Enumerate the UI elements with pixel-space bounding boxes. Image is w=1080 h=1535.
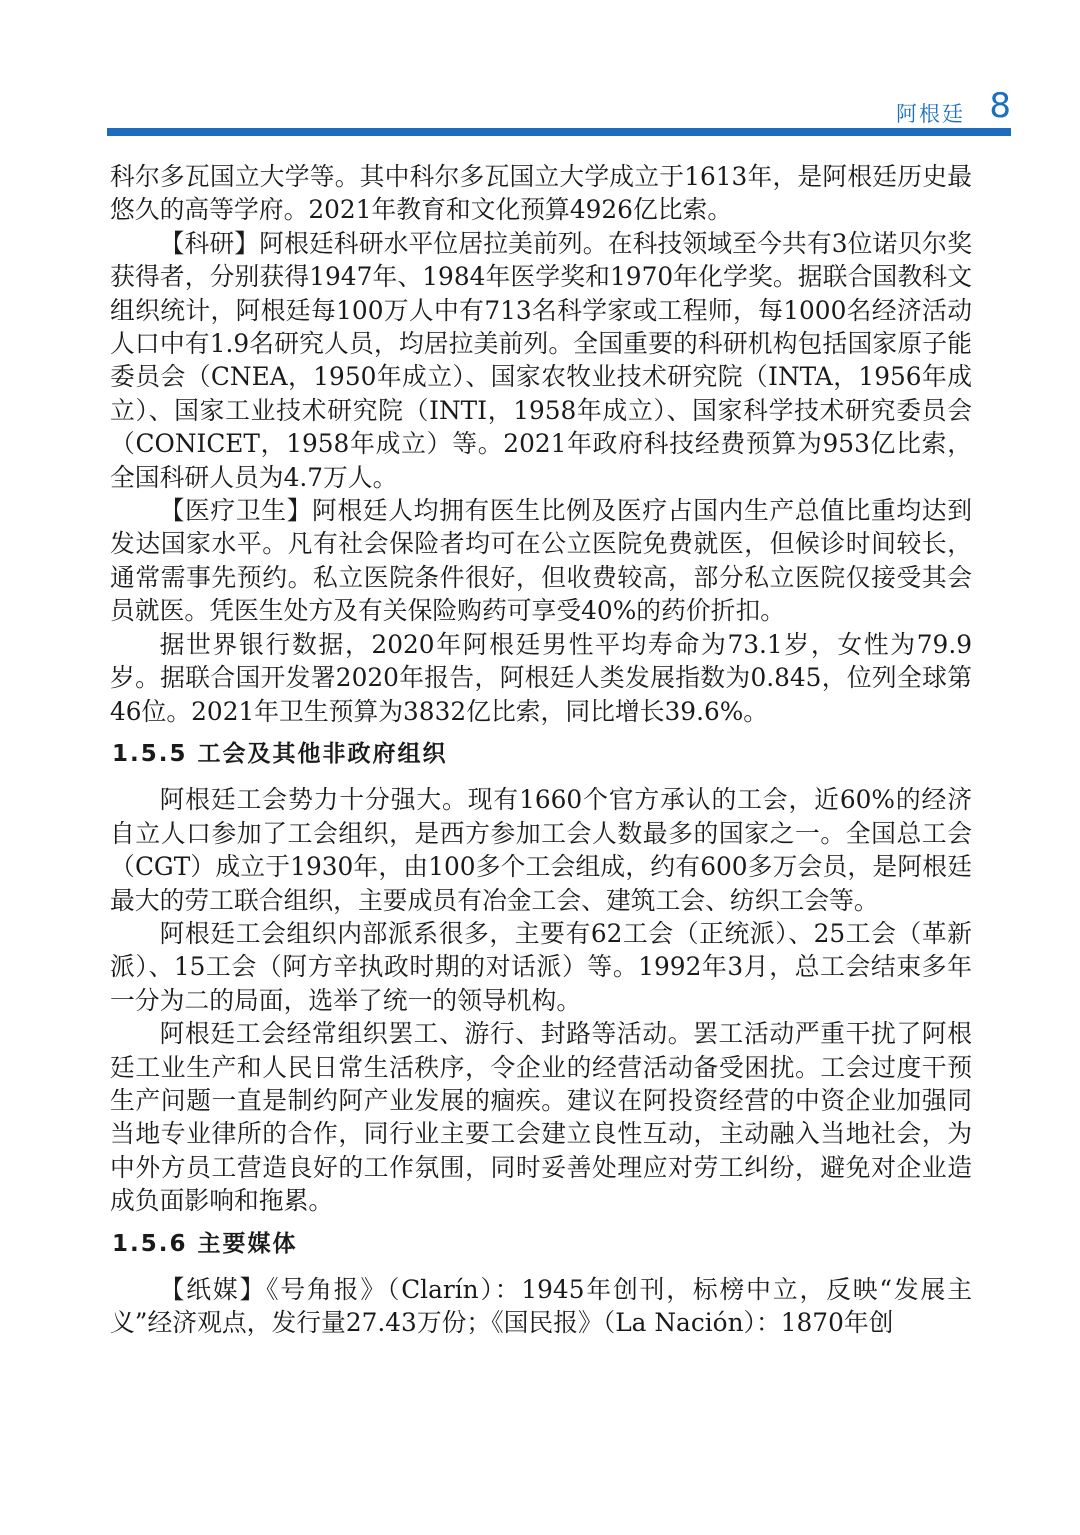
page-body [110,160,972,1340]
header-rule [107,128,1011,136]
running-header-title: 阿根廷 [896,102,965,126]
paragraph-research: 【科研】阿根廷科研水平位居拉美前列。在科技领域至今共有3位诺贝尔奖获得者，分别获得1947年、1984年医学奖和1970年化学奖。据联合国教科文组织统计，阿根廷每100万人中有713名科学家或工程师，每1000名经济活动人口中有1.9名研究人员，均居拉美前列。全国重要的科研机构包括国家原子能委员会（CNEA，1950年成立）、国家农牧业技术研究院（INTA，1956年成立）、国家工业技术研究院（INTI，1958年成立）、国家科学技术研究委员会（CONICET，1958年成立）等。2021年政府科技经费预算为953亿比索，全国科研人员为4.7万人。 [110,228,972,492]
paragraph: 科尔多瓦国立大学等。其中科尔多瓦国立大学成立于1613年，是阿根廷历史最悠久的高等学府。2021年教育和文化预算4926亿比索。 [110,162,972,225]
page-header [107,86,1011,134]
paragraph-print-media: 【纸媒】《号角报》（Clarín）：1945年创刊，标榜中立，反映“发展主义”经济观点，发行量27.43万份；《国民报》（La Nación）：1870年创 [110,1275,972,1338]
section-heading: 1.5.5 工会及其他非政府组织 [112,740,448,767]
paragraph-healthcare: 【医疗卫生】阿根廷人均拥有医生比例及医疗占国内生产总值比重均达到发达国家水平。凡有社会保险者均可在公立医院免费就医，但候诊时间较长，通常需事先预约。私立医院条件很好，但收费较高，部分私立医院仅接受其会员就医。凭医生处方及有关保险购药可享受40%的药价折扣。 [110,496,972,626]
paragraph: 阿根廷工会经常组织罢工、游行、封路等活动。罢工活动严重干扰了阿根廷工业生产和人民日常生活秩序，令企业的经营活动备受困扰。工会过度干预生产问题一直是制约阿产业发展的痼疾。建议在阿投资经营的中资企业加强同当地专业律所的合作，同行业主要工会建立良性互动，主动融入当地社会，为中外方员工营造良好的工作氛围，同时妥善处理应对劳工纠纷，避免对企业造成负面影响和拖累。 [110,1019,972,1216]
section-heading: 1.5.6 主要媒体 [112,1230,298,1257]
paragraph: 阿根廷工会势力十分强大。现有1660个官方承认的工会，近60%的经济自立人口参加了工会组织，是西方参加工会人数最多的国家之一。全国总工会（CGT）成立于1930年，由100多个工会组成，约有600多万会员，是阿根廷最大的劳工联合组织，主要成员有冶金工会、建筑工会、纺织工会等。 [110,785,972,915]
paragraph: 据世界银行数据，2020年阿根廷男性平均寿命为73.1岁，女性为79.9岁。据联合国开发署2020年报告，阿根廷人类发展指数为0.845，位列全球第46位。2021年卫生预算为3832亿比索，同比增长39.6%。 [110,629,972,726]
paragraph: 阿根廷工会组织内部派系很多，主要有62工会（正统派）、25工会（革新派）、15工会（阿方辛执政时期的对话派）等。1992年3月，总工会结束多年一分为二的局面，选举了统一的领导机构。 [110,918,972,1015]
page-number: 8 [989,86,1011,126]
